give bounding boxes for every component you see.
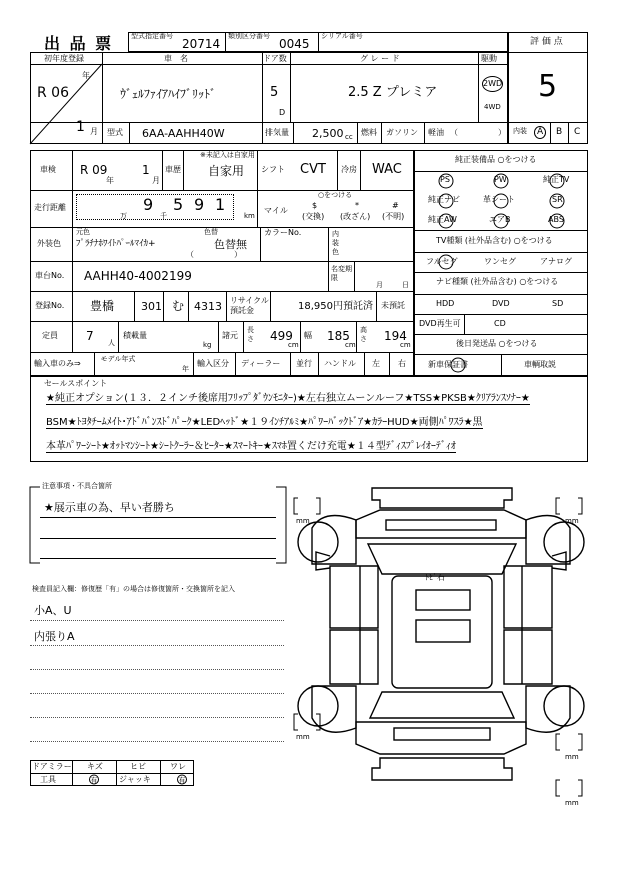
table-tool-label: 工具 [40,775,56,784]
height-label: 高さ [360,326,367,343]
color-sub: 元色 [76,228,90,236]
load-unit: kg [203,341,212,349]
drive-2wd: 2WD [482,76,503,92]
meter-unknown-b: (不明) [382,212,405,221]
interior-grade-c: C [574,127,581,137]
table-head-scratch: キズ [87,762,103,771]
equip-airbag: エアB [489,215,511,224]
meter-unknown-a: # [392,201,399,210]
nav-dvd: DVD [492,299,510,308]
man-unit: 万 [120,212,127,220]
sales-line-2: BSM★ﾄﾖﾀﾁｰﾑﾒｲﾄ･ｱﾄﾞﾊﾞﾝｽﾄﾞﾊﾟｰｸ★LEDﾍｯﾄﾞ★１９ｲﾝﾁｱﾙﾐ★ﾊﾟﾜｰﾊﾞｯｸﾄﾞｱ★ｶﾗｰHUD★両側ﾊﾟﾜｽﾗ★黒 [46,417,483,428]
interior-grade-b: B [556,127,563,137]
nav-title: ナビ種類 (社外品含む) ○をつける [436,277,559,286]
notes-line-1: ★展示車の為、早い者勝ち [44,501,175,514]
color-paren: （ ） [186,250,242,259]
fuel-value: ガソリン [386,128,418,137]
drive-4wd: 4WD [484,103,501,111]
inspection-month-unit: 月 [152,176,160,185]
car-damage-diagram [290,478,590,808]
docs-title: 後日発送品 ○をつける [456,339,538,348]
mm-label-5: mm [565,799,579,807]
table-marks [72,773,194,786]
mile-label: マイル [264,206,288,215]
equip-sr: SR [552,195,563,204]
table-head-crack: ヒビ [130,762,146,771]
meter-altered-b: (改ざん) [340,212,371,221]
class-no-label: 類別区分番号 [228,32,270,40]
doors-value: 5 [270,85,279,100]
inspection-year-unit: 年 [106,176,114,185]
reg-kana: む [172,299,185,313]
mileage-label: 走行距離 [34,203,66,212]
height-value: 194 [384,329,407,343]
handle-label: ハンドル [324,359,356,368]
docs-warranty: 新車保証書 [428,360,468,369]
reg-no-label: 登録No. [35,301,65,310]
doors-sub: D [279,108,286,117]
color-change-sub: 色替 [204,228,218,236]
title-change-day: 日 [402,281,409,289]
docs-manual: 車輌取説 [524,360,556,369]
form-title: 出 品 票 [44,34,114,53]
shift-label: シフト [261,165,285,174]
sales-point-label: セールスポイント [44,379,108,388]
mileage-digit-3: 9 [194,195,205,214]
mm-label-4: mm [565,753,579,761]
load-label: 積載量 [123,331,147,340]
sen-unit: 千 [160,212,167,220]
recycle-value: 18,950円預託済 [298,301,373,312]
score-value: 5 [538,69,558,104]
history-value: 自家用 [208,164,245,178]
model-year-unit: 年 [182,365,189,373]
length-unit: cm [288,341,299,349]
mm-label-2: mm [565,517,579,525]
svg-text:有: 有 [90,776,98,785]
meter-exchange-b: (交換) [302,212,325,221]
width-unit: cm [345,341,356,349]
inspector-line-2: 内張りA [34,630,75,643]
ac-label: 冷房 [341,165,357,174]
notes-label: 注意事項・不具合箇所 [42,482,112,490]
interior-label: 内装 [513,127,527,135]
km-unit: km [244,212,255,220]
equipment-title: 純正装備品 ○をつける [455,155,537,164]
reg-era: R 06 [37,85,69,101]
displacement-label: 排気量 [265,128,289,137]
mm-label-1: mm [296,517,310,525]
dvd-playback-label: DVD再生可 [419,319,461,328]
color-label: 外装色 [37,239,61,248]
tv-analog: アナログ [540,257,572,266]
reg-number: 4313 [194,300,222,313]
car-name-label: 車 名 [164,54,188,63]
length-value: 499 [270,329,293,343]
recycle-label: リサイクル預託金 [230,296,269,315]
equip-abs: ABS [548,215,564,224]
table-head-break: ワレ [170,762,186,771]
mileage-digit-2: 5 [173,195,184,214]
notes-bracket [28,482,288,565]
type-no-label: 型式指定番号 [131,32,173,40]
import-label: 輸入車のみ⇒ [34,359,81,368]
meter-altered-a: * [355,201,359,210]
width-value: 185 [327,329,350,343]
table-head-mirror: ドアミラー [32,762,72,771]
cc-unit: cc [345,133,353,141]
shift-value: CVT [300,162,326,177]
diagram-note-chip: ﾄﾋﾞ石 [425,573,445,582]
tv-title: TV種類 (社外品含む) ○をつける [436,236,553,245]
ac-value: WAC [372,162,402,177]
tv-circle [414,252,588,272]
meter-exchange-a: $ [312,201,318,210]
equip-leather: 革シート [483,195,515,204]
fuel-paren: （ ） [450,128,506,137]
import-class-label: 輸入区分 [197,359,229,368]
dealer-option: ディーラー [241,359,281,368]
reg-month: 1 [76,119,85,135]
tv-oneseg: ワンセグ [484,257,516,266]
handle-right: 右 [398,359,406,368]
history-note: ※未記入は自家用 [200,151,255,159]
docs-circle [414,354,588,376]
table-jack-label: ジャッキ [119,775,151,784]
reg-class: 301 [141,300,162,313]
tv-fullseg: フルセグ [426,257,458,266]
equip-pw: PW [494,175,507,184]
model-label: 型式 [107,128,123,137]
equip-aw: 純正AW [428,215,457,224]
equipment-circles [414,171,588,230]
width-label: 幅 [304,331,312,340]
parallel-option: 並行 [296,359,312,368]
mm-label-3: mm [296,733,310,741]
sales-line-3: 本革ﾊﾟﾜｰｼｰﾄ★ｵｯﾄﾏﾝｼｰﾄ★ｼｰﾄｸｰﾗｰ＆ﾋｰﾀｰ★ｽﾏｰﾄｷｰ★ｽﾏﾎ置くだけ充電★１４型ﾃﾞｨｽﾌﾟﾚｲｵｰﾃﾞｨｵ [46,441,456,452]
model-year-label: モデル年式 [100,355,136,363]
inspector-label: 検査員記入欄：修復歴「有」の場合は修復箇所・交換箇所を記入 [32,585,235,593]
mileage-digit-1: 9 [143,195,154,214]
capacity-label: 定員 [42,331,58,340]
fuel-label: 燃料 [361,128,377,137]
title-change-label: 名変期限 [331,265,352,282]
chassis-value: AAHH40-4002199 [84,269,192,283]
handle-left: 左 [372,359,380,368]
history-label: 車歴 [165,165,181,174]
mileage-digit-4: 1 [215,195,226,214]
sales-line-1: ★純正オプション(１３．２インチ後席用ﾌﾘｯﾌﾟﾀﾞｳﾝﾓﾆﾀｰ)★左右独立ムーンルーフ★TSS★PKSB★ｸﾘｱﾗﾝｽｿﾅｰ★ [46,393,530,404]
class-no: 0045 [279,37,310,51]
reg-year-label: 初年度登録 [44,54,84,63]
reg-area: 豊橋 [90,299,115,313]
capacity-value: 7 [86,329,94,343]
grade-label: グ レ ー ド [360,54,400,63]
chassis-label: 車台No. [35,271,65,280]
mileage-digits [76,194,234,220]
svg-text:有: 有 [178,776,186,785]
inspection-value: R 09 [80,163,108,177]
reg-month-unit: 月 [90,127,98,136]
nav-sd: SD [552,299,564,308]
model-value: 6AA-AAHH40W [142,127,225,140]
equip-tv: 純正TV [543,175,570,184]
oil-label: 軽油 [428,128,444,137]
color-value: ﾌﾟﾗﾁﾅﾎﾜｲﾄﾊﾟｰﾙﾏｲｶ+ [76,239,156,249]
drive-label: 駆動 [481,54,497,63]
interior-color-label: 内装色 [332,230,339,256]
dims-label: 諸元 [222,331,238,340]
recycle-unpaid: 未預託 [381,301,405,310]
height-unit: cm [400,341,411,349]
inspector-line-1: 小A、U [34,604,72,617]
serial-label: シリアル番号 [321,32,363,40]
inspection-label: 車検 [40,165,56,174]
nav-hdd: HDD [436,299,455,308]
color-change-value: 色替無 [214,238,247,251]
displacement-value: 2,500 [312,127,344,140]
score-label: 評 価 点 [530,37,563,47]
reg-year-unit: 年 [82,71,90,80]
meter-mark-note: ○をつける [318,191,353,199]
type-no: 20714 [182,37,221,51]
color-no-label: カラーNo. [264,228,302,237]
car-name: ｳﾞｪﾙﾌｧｲｱﾊｲﾌﾞﾘｯﾄﾞ [120,87,217,101]
length-label: 長さ [247,326,254,343]
grade-value: 2.5 Z プレミア [348,85,438,100]
inspection-month: 1 [142,163,150,177]
equip-ps: PS [440,175,450,184]
equip-navi: 純正ナビ [428,195,460,204]
title-change-month: 月 [376,281,383,289]
capacity-unit: 人 [108,339,115,347]
interior-grade-a: A [534,126,546,139]
cd-option: CD [494,319,506,328]
doors-label: ドア数 [263,54,287,63]
